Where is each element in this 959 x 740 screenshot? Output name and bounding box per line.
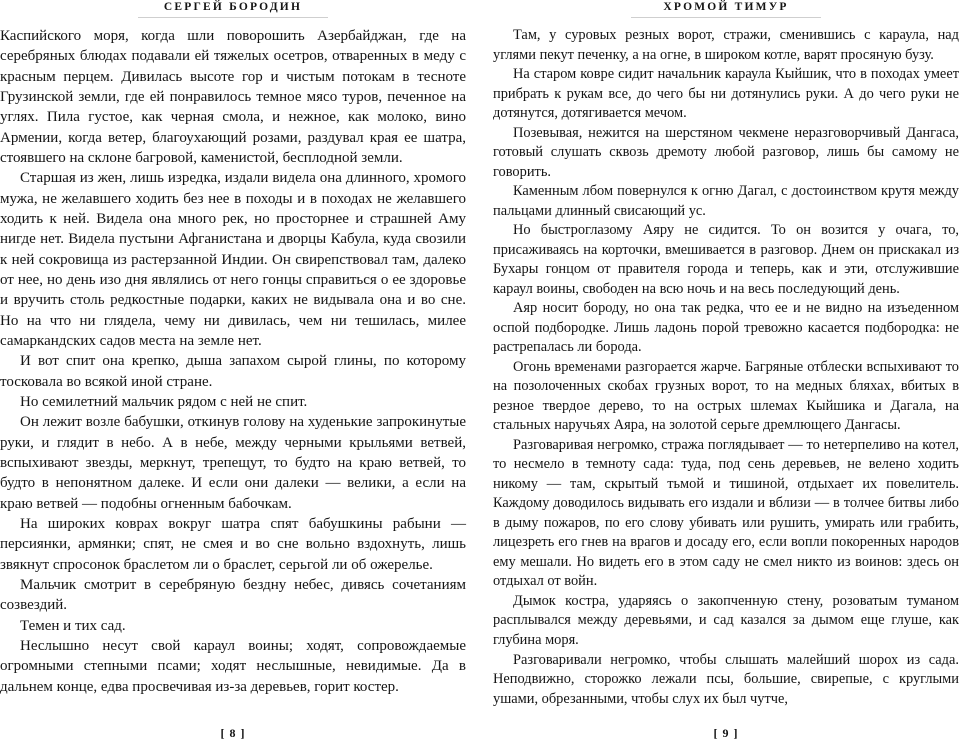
header-rule — [138, 17, 328, 18]
paragraph: Темен и тих сад. — [20, 617, 126, 634]
paragraph: На старом ковре сидит начальник караула Кыйшик, что в походах умеет прибрать к рукам все, до чего бы ни дотянулись руки. А до чего руки не дотянутся, дотягивается мечом. — [493, 66, 959, 122]
paragraph: Каменным лбом повернулся к огню Дагал, с достоинством крутя между пальцами длинный свисающий ус. — [493, 183, 959, 219]
paragraph: Неслышно несут свой караул воины; ходят, сопровождаемые огромными степными псами; ходят неслышные, невидимые. Да в дальнем конце, едва просвечивая из-за деревьев, горит костер. — [0, 637, 466, 695]
left-page-text — [0, 26, 466, 697]
running-head-author: СЕРГЕЙ БОРОДИН — [163, 1, 303, 13]
page-number: [ 8 ] — [220, 726, 246, 740]
paragraph: Аяр носит бороду, но она так редка, что ее и не видно на изъеденном оспой подбородке. Лишь ладонь порой тревожно касается подбородка: не растрепалась ли борода. — [493, 300, 959, 356]
paragraph: Мальчик смотрит в серебряную бездну небес, дивясь сочетаниям созвездий. — [0, 576, 466, 614]
header-rule — [631, 17, 821, 18]
left-page — [0, 0, 466, 740]
paragraph: Но семилетний мальчик рядом с ней не спит. — [20, 393, 308, 410]
paragraph: Огонь временами разгорается жарче. Багряные отблески вспыхивают то на позолоченных скобах грузных ворот, то на медных бляхах, вбитых в резное твердое дерево, то на острых шлемах Кыйшика и Дагала, на стальных наручьях Аяра, на золотой серьге дремлющего Дангасы. — [493, 358, 959, 434]
paragraph: И вот спит она крепко, дыша запахом сырой глины, по которому тосковала во всякой иной стране. — [0, 353, 466, 390]
paragraph: Разговаривая негромко, стража поглядывает — то нетерпеливо на котел, то несмело в темноту сада: туда, под сень деревьев, не велено ходить никому — там, скрытый тьмой и тишиной, отдыхает их повелитель. Каждому доводилось видывать его издали и вблизи — в толчее битвы либо в дыму пожаров, по его слову убивать или рушить, умирать или грабить, лицезреть его гнев на врагов и досаду его, если вопли покоренных народов ему мешали. Но видеть его в этом саду не смел никто из воинов: здесь он отдыхал от войн. — [493, 436, 959, 590]
right-page-text — [493, 26, 959, 709]
paragraph: Там, у суровых резных ворот, стражи, сменившись с караула, над углями пекут печенку, а на огне, в широком котле, варят просяную бузу. — [493, 27, 959, 63]
paragraph: Разговаривали негромко, чтобы слышать малейший шорох из сада. Неподвижно, сторожко лежали псы, большие, свирепые, с круглыми ушами, обрезанными, чтобы слух их был чутче, — [493, 651, 959, 707]
paragraph: Дымок костра, ударяясь о закопченную стену, розоватым туманом расплывался между деревьями, и сад казался за дымом еще глуше, как глубина моря. — [493, 592, 959, 648]
paragraph: Каспийского моря, когда шли поворошить Азербайджан, где на серебряных блюдах подавали ей тяжелых осетров, отваренных в меду с красным перцем. Дивилась высоте гор и чистым потокам в тесноте Грузинской земли, где ей понравилось темное мясо туров, печенное на углях. Пила густое, как черная смола, и нежное, как молоко, вино Армении, когда ветер, благоухающий розами, раздувал края ее шатра, стоявшего на склоне багровой, каменистой, бесплодной земли. — [0, 28, 466, 166]
paragraph: Он лежит возле бабушки, откинув голову на худенькие запрокинутые руки, и глядит в небо. А в небе, между черными крыльями ветвей, вспыхивают звезды, меркнут, трепещут, то будто на краю ветвей, то будто в непонятном далеке. И если они далеки — велики, а если на краю ветвей — подобны огненным бабочкам. — [0, 414, 466, 512]
paragraph: Позевывая, нежится на шерстяном чекмене неразговорчивый Дангаса, готовый слушать сквозь дремоту любой разговор, лишь бы самому не говорить. — [493, 124, 959, 180]
paragraph: Но быстроглазому Аяру не сидится. То он возится у очага, то, присаживаясь на корточки, вмешивается в разговор. Днем он прискакал из Бухары гонцом от правителя города и теперь, как и эти, отслужившие караул воины, свободен на всю ночь и на весь последующий день. — [493, 222, 959, 297]
paragraph: На широких коврах вокруг шатра спят бабушкины рабыни — персиянки, армянки; спят, не смея и во сне вольно вздохнуть, лишь звякнут спросонок браслетом ли о браслет, серьгой ли об ожерелье. — [0, 515, 466, 573]
right-page — [493, 0, 959, 740]
running-head-title: ХРОМОЙ ТИМУР — [663, 1, 789, 13]
page-number: [ 9 ] — [713, 726, 739, 740]
paragraph: Старшая из жен, лишь изредка, издали видела она длинного, хромого мужа, не желавшего ходить без нее в походы и в походах не желавшего ходить к ней. Видела она много рек, но просторнее и страшней Аму нигде нет. Видела пустыни Афганистана и дворцы Кабула, куда свозили к ней сокровища из растерзанной Индии. Он свирепствовал там, далеко от нее, но день изо дня являлись от него гонцы справиться о ее здоровье и вручить столь редкостные подарки, каких не видывала она и во сне. Но на что ни глядела, чему ни дивилась, чем ни тешилась, милее самаркандских садов места на земле нет. — [0, 170, 466, 349]
